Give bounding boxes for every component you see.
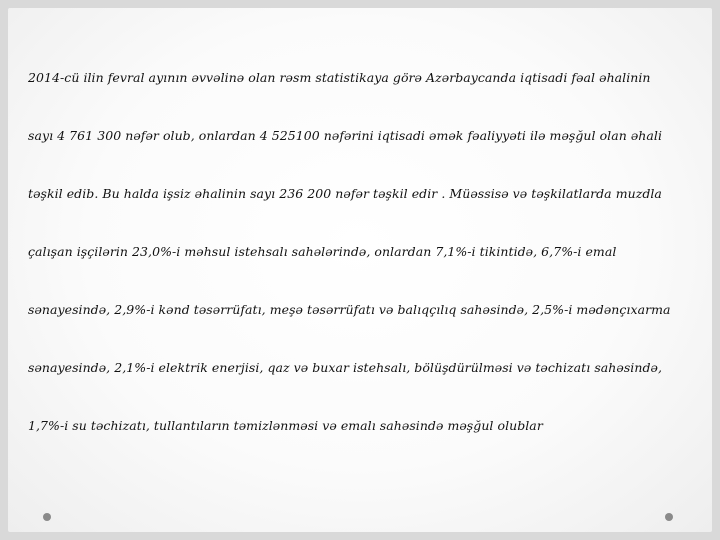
paragraph xyxy=(28,66,688,472)
paragraph-line-6: sənayesində, 2,1%-i elektrik enerjisi, qaz və buxar istehsalı, bölüşdürülməsi və təchizatı sahəsində, xyxy=(28,360,662,375)
paragraph-line-5: sənayesində, 2,9%-i kənd təsərrüfatı, meşə təsərrüfatı və balıqçılıq sahəsində, 2,5%-i mədənçıxarma xyxy=(28,302,671,317)
paragraph-line-3: təşkil edib. Bu halda işsiz əhalinin sayı 236 200 nəfər təşkil edir . Müəssisə və təşkilatlarda muzdla xyxy=(28,186,662,201)
bullet-dot-left xyxy=(43,513,51,521)
paragraph-line-4: çalışan işçilərin 23,0%-i məhsul istehsalı sahələrində, onlardan 7,1%-i tikintidə, 6,7%-i emal xyxy=(28,244,617,259)
bullet-dot-right xyxy=(665,513,673,521)
paragraph-line-1: 2014-cü ilin fevral ayının əvvəlinə olan rəsm statistikaya görə Azərbaycanda iqtisadi fəal əhalinin xyxy=(28,70,651,85)
paragraph-line-7: 1,7%-i su təchizatı, tullantıların təmizlənməsi və emalı sahəsində məşğul olublar xyxy=(28,418,543,433)
paragraph-line-2: sayı 4 761 300 nəfər olub, onlardan 4 525100 nəfərini iqtisadi əmək fəaliyyəti ilə məşğul olan əhali xyxy=(28,128,662,143)
